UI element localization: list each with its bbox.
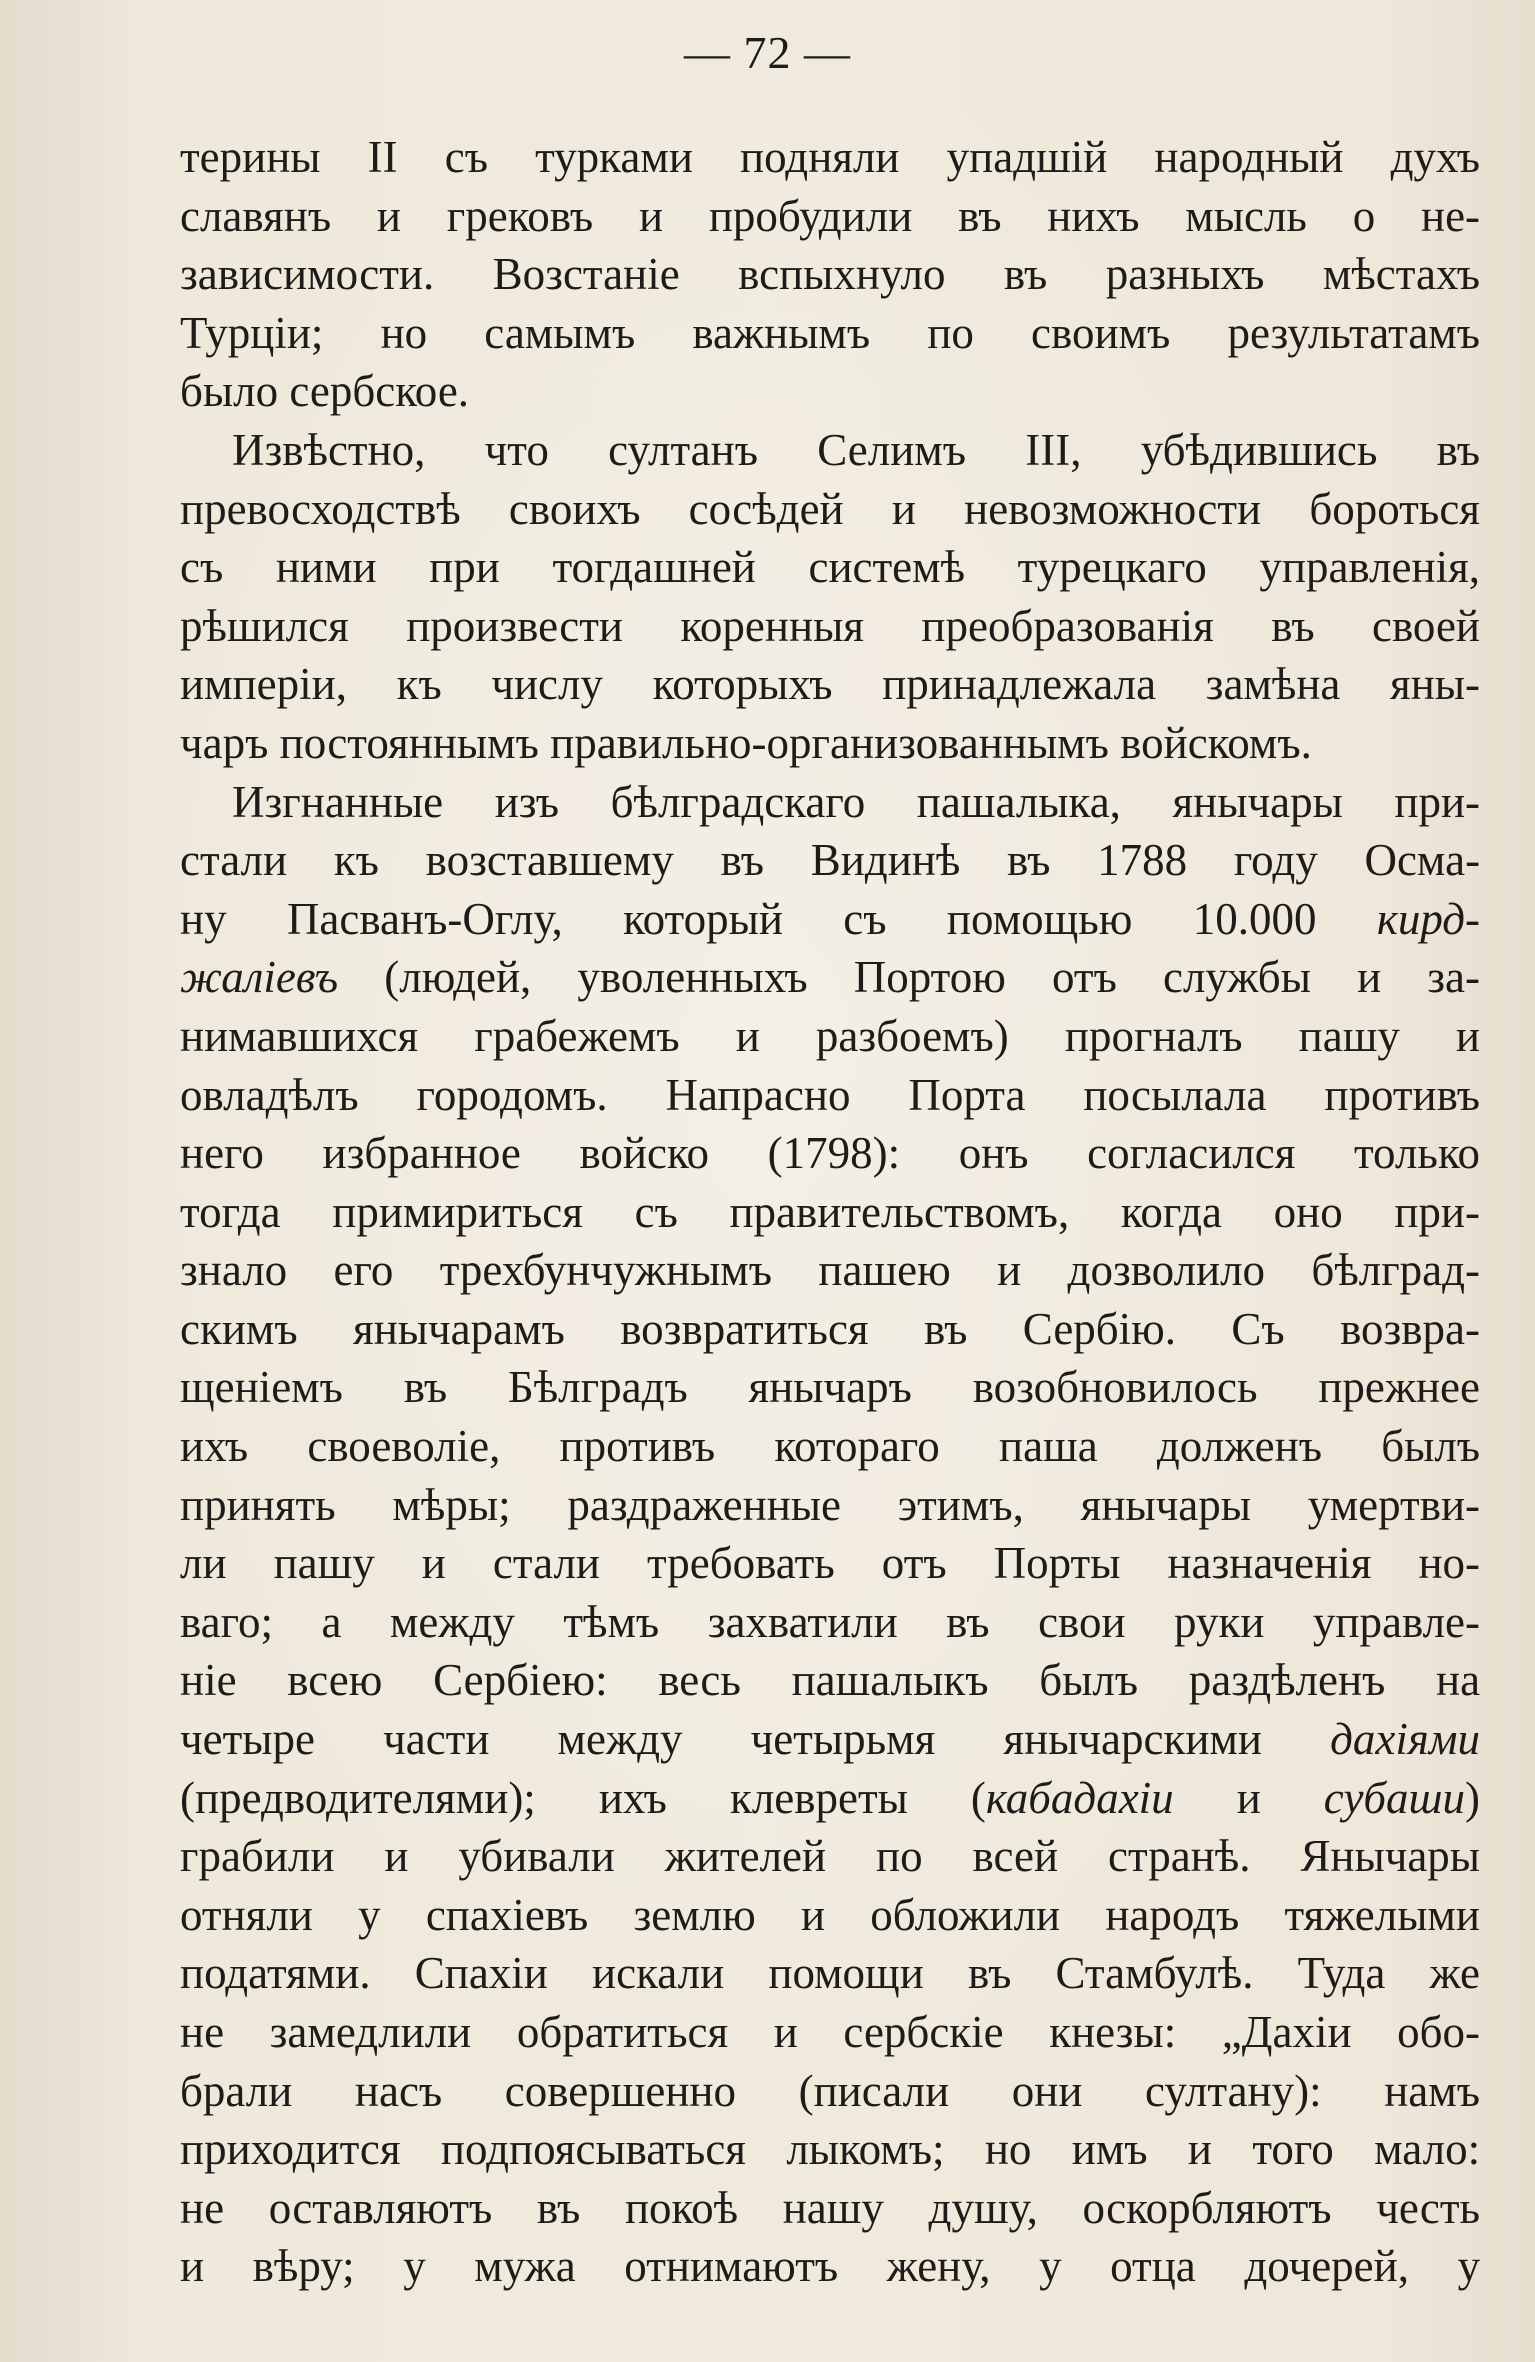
text-line: превосходствѣ своихъ сосѣдей и невозможности бороться bbox=[180, 483, 1480, 534]
text-line: съ ними при тогдашней системѣ турецкаго управленія, bbox=[180, 542, 1480, 593]
text-line: брали насъ совершенно (писали они султану): намъ bbox=[180, 2065, 1480, 2116]
text-line: ихъ своеволіе, противъ котораго паша долженъ былъ bbox=[180, 1421, 1480, 1472]
text-line: Турціи; но самымъ важнымъ по своимъ результатамъ bbox=[180, 307, 1480, 358]
text-line: Извѣстно, что султанъ Селимъ III, убѣдившись въ bbox=[232, 424, 1480, 475]
text-line: знало его трехбунчужнымъ пашею и дозволило бѣлград- bbox=[180, 1245, 1480, 1296]
text-line: принять мѣры; раздраженные этимъ, янычары умертви- bbox=[180, 1479, 1480, 1530]
text-line: нимавшихся грабежемъ и разбоемъ) прогналъ пашу и bbox=[180, 1010, 1480, 1061]
text-line: чаръ постояннымъ правильно-организованнымъ войскомъ. bbox=[180, 717, 1312, 768]
text-line: отняли у спахіевъ землю и обложили народъ тяжелыми bbox=[180, 1889, 1480, 1940]
text-line: не оставляютъ въ покоѣ нашу душу, оскорбляютъ честь bbox=[180, 2182, 1480, 2233]
text-line: было сербское. bbox=[180, 366, 470, 417]
text-line: четыре части между четырьмя янычарскими дахіями bbox=[180, 1714, 1480, 1765]
text-line: Изгнанные изъ бѣлградскаго пашалыка, янычары при- bbox=[232, 776, 1480, 827]
page-number: — 72 — bbox=[684, 27, 851, 78]
text-line: ваго; а между тѣмъ захватили въ свои руки управле- bbox=[180, 1596, 1480, 1647]
text-line: ли пашу и стали требовать отъ Порты назначенія но- bbox=[180, 1538, 1480, 1589]
text-line: грабили и убивали жителей по всей странѣ. Янычары bbox=[180, 1831, 1480, 1882]
text-line: зависимости. Возстаніе вспыхнуло въ разныхъ мѣстахъ bbox=[180, 249, 1480, 300]
text-line: и вѣру; у мужа отнимаютъ жену, у отца дочерей, у bbox=[180, 2241, 1480, 2292]
text-line: стали къ возставшему въ Видинѣ въ 1788 году Осма- bbox=[180, 835, 1480, 886]
text-line: рѣшился произвести коренныя преобразованія въ своей bbox=[180, 600, 1480, 651]
text-line: скимъ янычарамъ возвратиться въ Сербію. Съ возвра- bbox=[180, 1303, 1480, 1354]
text-line: податями. Спахіи искали помощи въ Стамбулѣ. Туда же bbox=[180, 1948, 1480, 1999]
text-line: славянъ и грековъ и пробудили въ нихъ мысль о не- bbox=[180, 190, 1480, 241]
text-line: жаліевъ (людей, уволенныхъ Портою отъ службы и за- bbox=[180, 952, 1480, 1003]
text-line: приходится подпоясываться лыкомъ; но имъ и того мало: bbox=[180, 2124, 1480, 2175]
text-line: овладѣлъ городомъ. Напрасно Порта посылала противъ bbox=[180, 1069, 1480, 1120]
text-line: щеніемъ въ Бѣлградъ янычаръ возобновилось прежнее bbox=[180, 1362, 1480, 1413]
text-line: ну Пасванъ-Оглу, который съ помощью 10.000 кирд- bbox=[180, 893, 1480, 944]
body-text bbox=[180, 128, 1480, 2296]
text-line: терины II съ турками подняли упадшій народный духъ bbox=[180, 132, 1480, 182]
text-line: тогда примириться съ правительствомъ, когда оно при- bbox=[180, 1186, 1480, 1237]
text-line: ніе всею Сербіею: весь пашалыкъ былъ раздѣленъ на bbox=[180, 1655, 1480, 1706]
text-line: него избранное войско (1798): онъ согласился только bbox=[180, 1128, 1480, 1179]
text-line: не замедлили обратиться и сербскіе кнезы: „Дахіи обо- bbox=[180, 2007, 1480, 2057]
text-line: имперіи, къ числу которыхъ принадлежала замѣна яны- bbox=[180, 659, 1480, 710]
text-line: (предводителями); ихъ клевреты (кабадахіи и субаши) bbox=[180, 1772, 1480, 1823]
